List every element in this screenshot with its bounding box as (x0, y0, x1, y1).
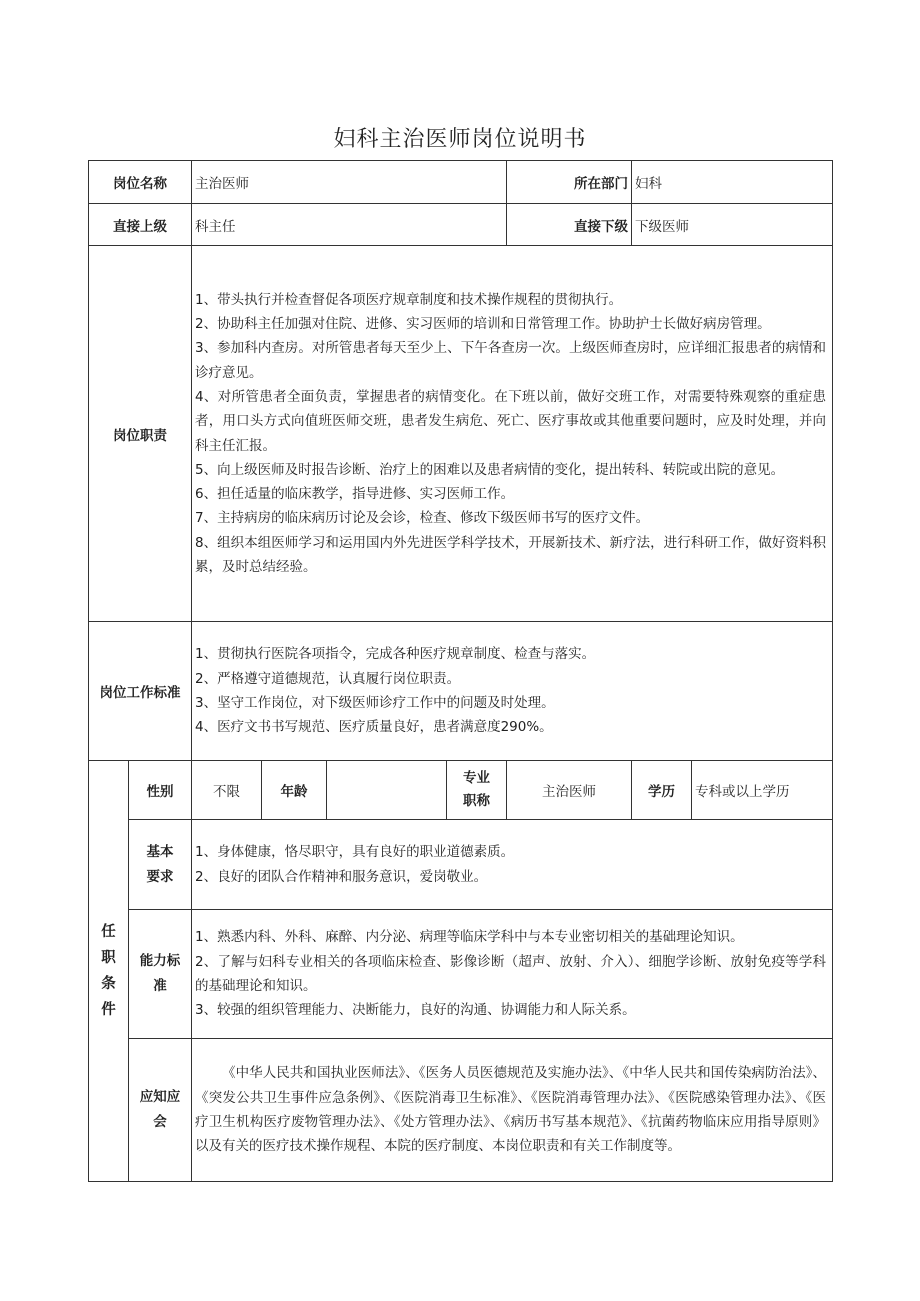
row-qual-basic-info (89, 761, 833, 820)
department-value: 妇科 (632, 161, 833, 204)
duty-item-6: 6、担任适量的临床教学，指导进修、实习医师工作。 (195, 486, 515, 503)
standards-label: 岗位工作标准 (89, 622, 192, 761)
professional-title-label-line2: 职称 (463, 793, 490, 809)
ability-standards-list (192, 910, 833, 1039)
age-label: 年龄 (262, 761, 327, 820)
professional-title-label-line1: 专业 (463, 770, 490, 786)
required-knowledge-label-line1: 应知应 (139, 1089, 181, 1105)
duty-item-5: 5、向上级医师及时报告诊断、治疗上的困难以及患者病情的变化，提出转科、转院或出院的意见。 (195, 461, 785, 478)
job-description-table (88, 160, 833, 1182)
age-value (327, 761, 447, 820)
superior-label: 直接上级 (89, 204, 192, 246)
duty-item-3: 3、参加科内查房。对所管患者每天至少上、下午各查房一次。上级医师查房时，应详细汇报患者的病情和诊疗意见。 (195, 340, 826, 381)
superior-value: 科主任 (192, 204, 507, 246)
duty-item-1: 1、带头执行并检查督促各项医疗规章制度和技术操作规程的贯彻执行。 (195, 291, 623, 308)
ability-item-2: 2、了解与妇科专业相关的各项临床检查、影像诊断（超声、放射、介入）、细胞学诊断、放射免疫等学科的基础理论和知识。 (195, 953, 826, 994)
basic-requirement-item-1: 1、身体健康，恪尽职守，具有良好的职业道德素质。 (195, 844, 515, 861)
ability-standards-label-line1: 能力标 (139, 953, 181, 969)
gender-value: 不限 (192, 761, 262, 820)
standard-item-3: 3、坚守工作岗位，对下级医师诊疗工作中的问题及时处理。 (195, 695, 555, 711)
position-name-label: 岗位名称 (89, 161, 192, 204)
duty-item-4: 4、对所管患者全面负责，掌握患者的病情变化。在下班以前，做好交班工作，对需要特殊观察的重症患者，用口头方式向值班医师交班，患者发生病危、死亡、医疗事故或其他重要问题时，应及时处理，并向科主任汇报。 (195, 388, 826, 454)
ability-item-3: 3、较强的组织管理能力、决断能力，良好的沟通、协调能力和人际关系。 (195, 1002, 636, 1019)
standard-item-1: 1、贯彻执行医院各项指令，完成各种医疗规章制度、检查与落实。 (195, 646, 596, 663)
education-value: 专科或以上学历 (692, 761, 833, 820)
position-name-value: 主治医师 (192, 161, 507, 204)
row-position-name (89, 161, 833, 204)
subordinate-value: 下级医师 (632, 204, 833, 246)
qualifications-label (89, 761, 129, 1182)
document-title: 妇科主治医师岗位说明书 (333, 127, 587, 152)
qualifications-label-char-3: 条 (101, 976, 116, 992)
qualifications-label-char-1: 任 (101, 924, 116, 940)
department-label: 所在部门 (507, 161, 632, 204)
duties-label: 岗位职责 (89, 246, 192, 622)
ability-standards-label (129, 910, 192, 1039)
standard-item-4: 4、医疗文书书写规范、医疗质量良好，患者满意度290%。 (195, 719, 553, 736)
row-duties (89, 246, 833, 622)
row-basic-requirements (89, 820, 833, 910)
subordinate-label: 直接下级 (507, 204, 632, 246)
row-ability-standards (89, 910, 833, 1039)
required-knowledge-label (129, 1039, 192, 1182)
basic-requirements-label (129, 820, 192, 910)
basic-requirements-label-line2: 要求 (146, 868, 174, 885)
duty-item-8: 8、组织本组医师学习和运用国内外先进医学科学技术，开展新技术、新疗法，进行科研工作，做好资料积累，及时总结经验。 (195, 534, 826, 575)
basic-requirement-item-2: 2、良好的团队合作精神和服务意识，爱岗敬业。 (195, 868, 488, 885)
qualifications-label-char-2: 职 (101, 950, 116, 966)
professional-title-value: 主治医师 (507, 761, 632, 820)
gender-label: 性别 (129, 761, 192, 820)
basic-requirements-label-line1: 基本 (146, 843, 174, 860)
row-required-knowledge (89, 1039, 833, 1182)
duty-item-2: 2、协助科主任加强对住院、进修、实习医师的培训和日常管理工作。协助护士长做好病房管理。 (195, 316, 771, 333)
row-superior (89, 204, 833, 246)
basic-requirements-list (192, 820, 833, 910)
ability-standards-label-line2: 准 (153, 978, 167, 994)
ability-item-1: 1、熟悉内科、外科、麻醉、内分泌、病理等临床学科中与本专业密切相关的基础理论知识。 (195, 929, 744, 946)
duty-item-7: 7、主持病房的临床病历讨论及会诊，检查、修改下级医师书写的医疗文件。 (195, 510, 650, 527)
duties-list (192, 246, 833, 622)
professional-title-label (447, 761, 507, 820)
row-standards (89, 622, 833, 761)
education-label: 学历 (632, 761, 692, 820)
standard-item-2: 2、严格遵守道德规范，认真履行岗位职责。 (195, 670, 461, 687)
required-knowledge-text: 《中华人民共和国执业医师法》、《医务人员医德规范及实施办法》、《中华人民共和国传染病防治法》、《突发公共卫生事件应急条例》、《医院消毒卫生标准》、《医院消毒管理办法》、《医院感染管理办法》、《医疗卫生机构医疗废物管理办法》、《处方管理办法》、《病历书写基本规范》、《抗菌药物临床应用指导原则》以及有关的医疗技术操作规程、本院的医疗制度、本岗位职责和有关工作制度等。 (192, 1039, 833, 1182)
qualifications-label-char-4: 件 (101, 1002, 116, 1018)
required-knowledge-label-line2: 会 (153, 1114, 167, 1130)
standards-list (192, 622, 833, 761)
